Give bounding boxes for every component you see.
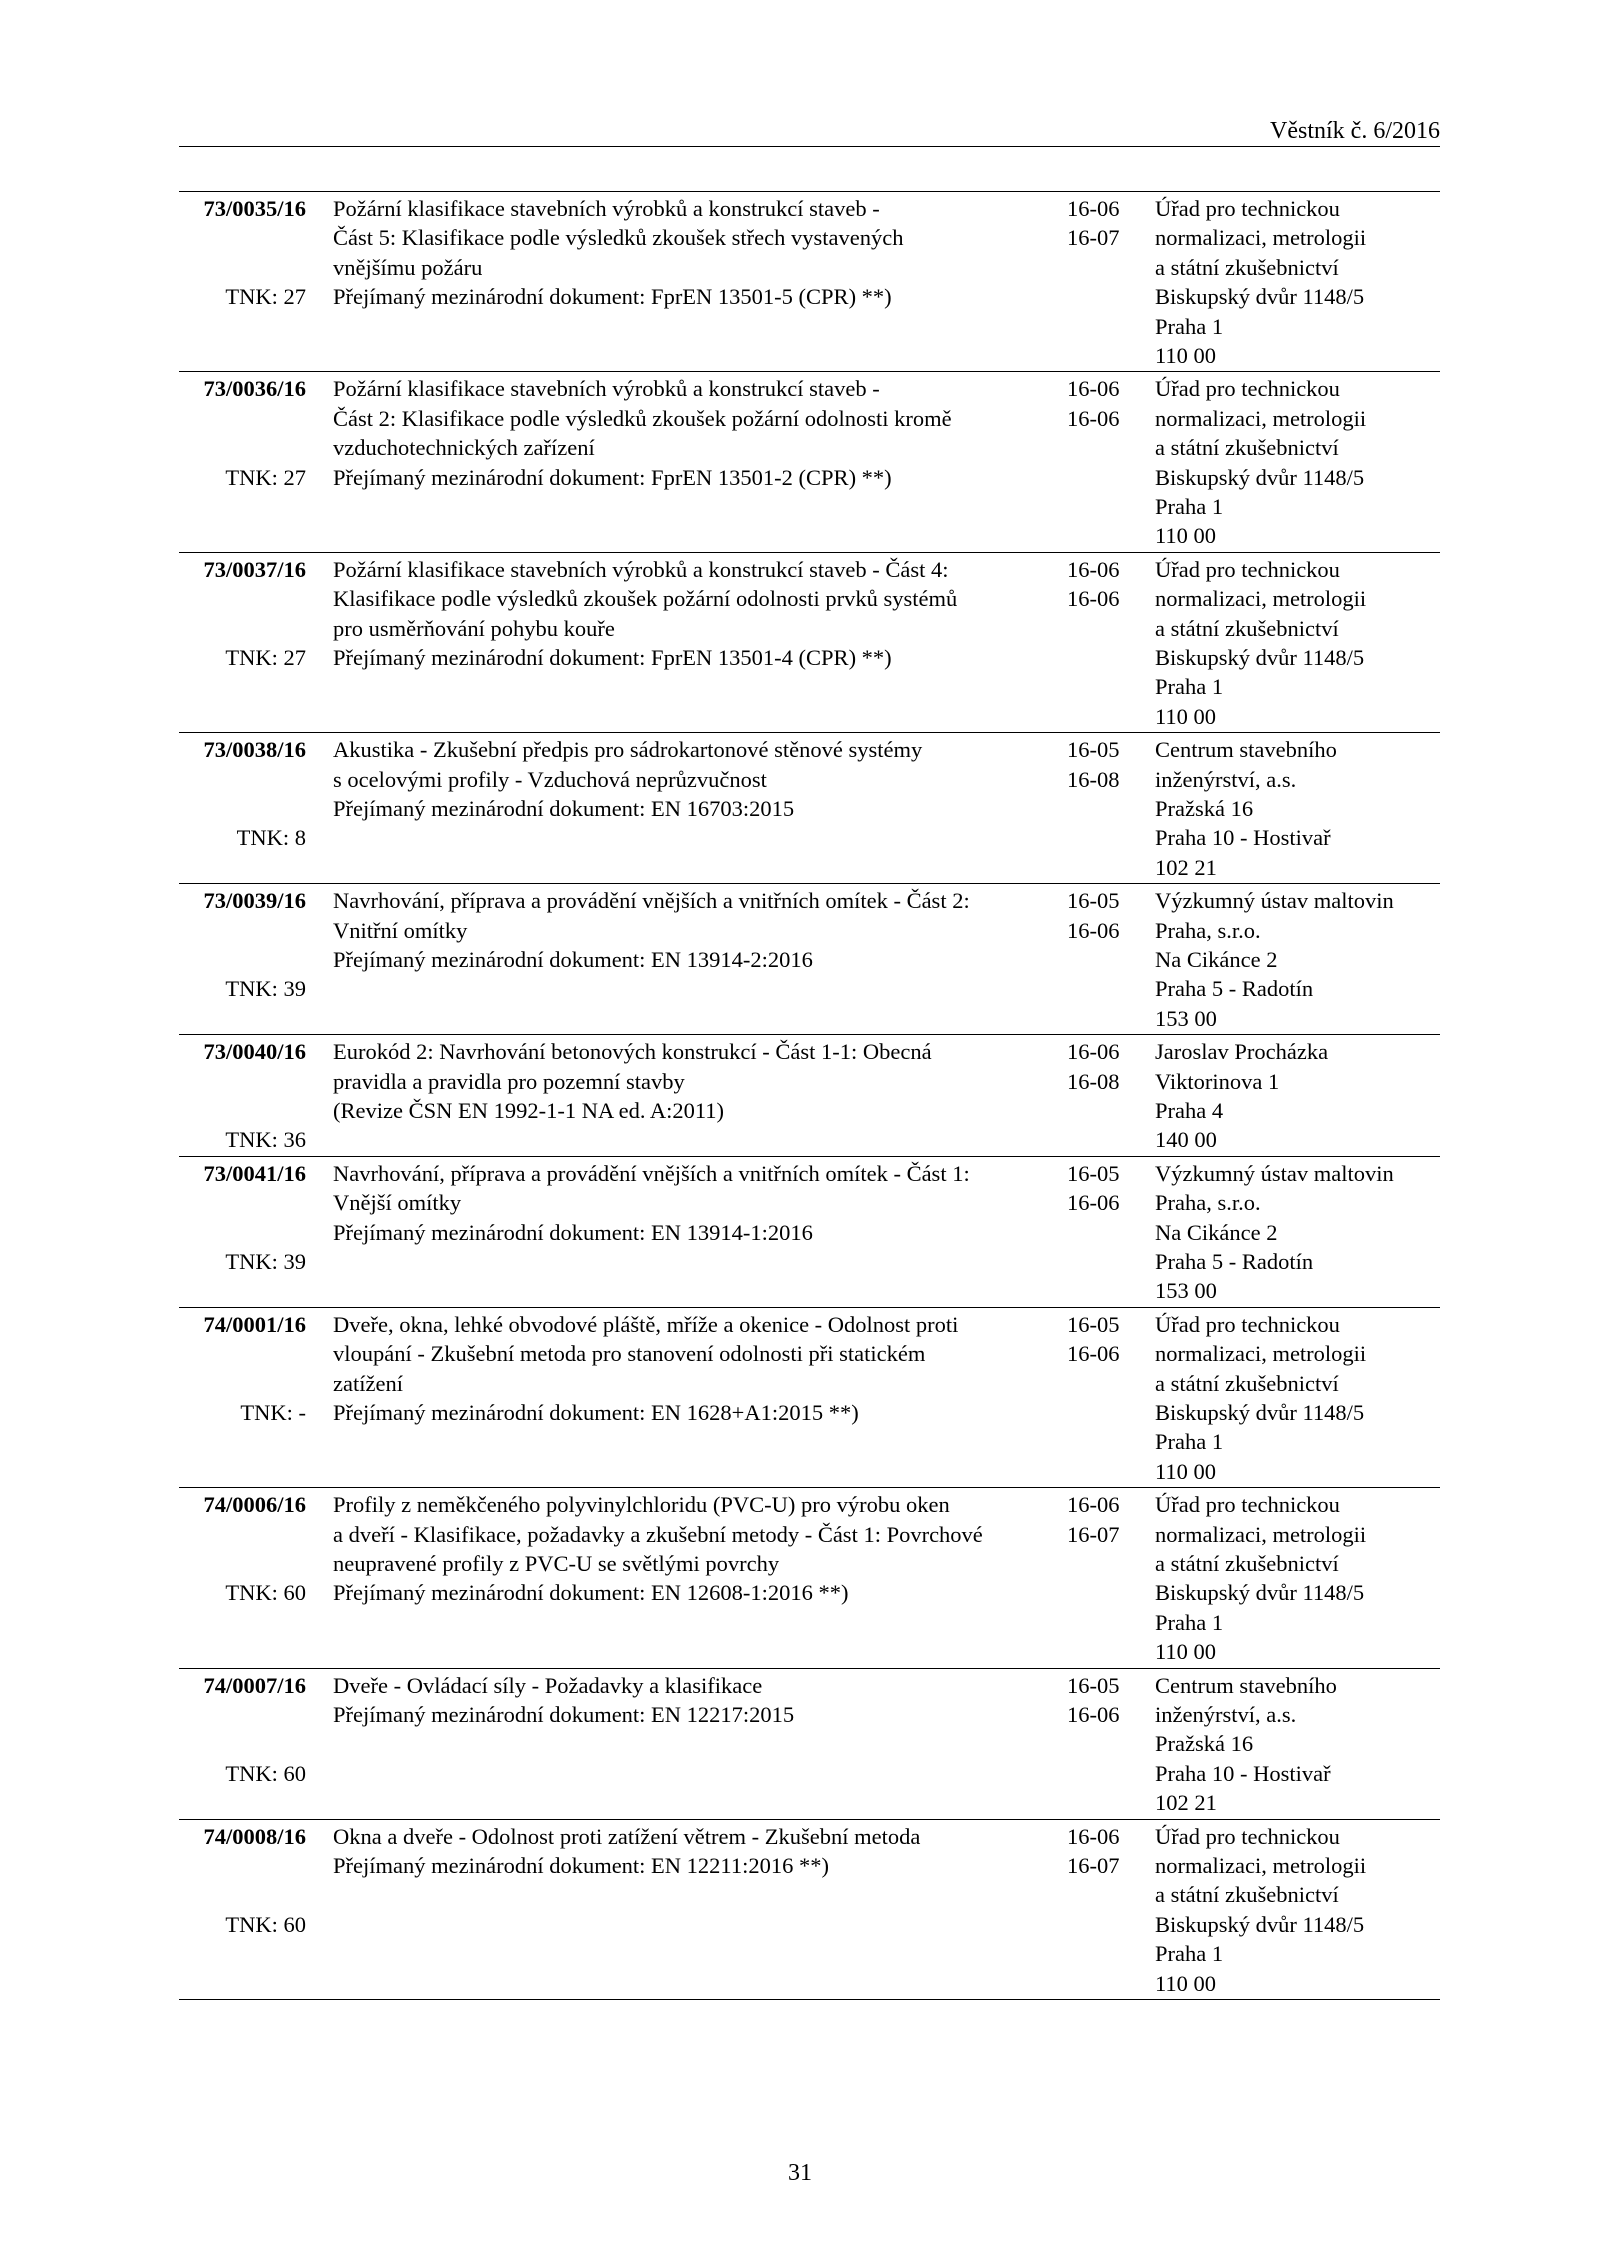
record-description [333,555,1033,673]
description-line: (Revize ČSN EN 1992-1-1 NA ed. A:2011) [333,1097,724,1123]
record-id-column [179,1490,306,1666]
organization-line: Úřad pro technickou [1155,1823,1340,1849]
date-value: 16-06 [1067,586,1120,612]
date-value: 16-06 [1067,917,1120,943]
tnk-label: TNK: 27 [225,284,306,310]
description-line: Přejímaný mezinárodní dokument: EN 13914-1:2016 [333,1219,813,1245]
date-value: 16-06 [1067,1039,1120,1065]
record-dates [1067,1310,1137,1369]
organization-line: Na Cikánce 2 [1155,1219,1278,1245]
record-dates [1067,1490,1137,1549]
date-value: 16-06 [1067,1823,1120,1849]
record-description [333,1490,1033,1608]
record-dates [1067,1159,1137,1218]
record-dates [1067,194,1137,253]
description-line: pravidla a pravidla pro pozemní stavby [333,1068,685,1094]
organization-line: Biskupský dvůr 1148/5 [1155,1580,1365,1606]
description-line: Část 2: Klasifikace podle výsledků zkoušek požární odolnosti kromě [333,405,952,431]
organization-line: Praha, s.r.o. [1155,917,1261,943]
organization-line: Úřad pro technickou [1155,556,1340,582]
record-row [179,884,1440,1035]
description-line: Eurokód 2: Navrhování betonových konstrukcí - Část 1-1: Obecná [333,1039,932,1065]
record-dates [1067,1671,1137,1730]
description-line: Požární klasifikace stavebních výrobků a konstrukcí staveb - [333,376,880,402]
date-value: 16-06 [1067,405,1120,431]
organization-line: Praha 1 [1155,1941,1224,1967]
organization-line: Praha 1 [1155,1429,1224,1455]
page-header [179,108,1440,147]
record-id-column [179,1671,306,1818]
date-value: 16-07 [1067,1852,1120,1878]
organization-line: Biskupský dvůr 1148/5 [1155,464,1365,490]
record-dates [1067,374,1137,433]
description-line: Dveře - Ovládací síly - Požadavky a klasifikace [333,1672,763,1698]
date-value: 16-06 [1067,196,1120,221]
record-dates [1067,886,1137,945]
description-line: Okna a dveře - Odolnost proti zatížení větrem - Zkušební metoda [333,1823,921,1849]
record-number: 73/0038/16 [203,737,306,763]
description-line: Přejímaný mezinárodní dokument: EN 12608-1:2016 **) [333,1580,849,1606]
record-id-column [179,1159,306,1306]
record-id-column [179,1822,306,1998]
date-value: 16-07 [1067,225,1120,251]
organization-line: a státní zkušebnictví [1155,1550,1339,1576]
description-line: Přejímaný mezinárodní dokument: FprEN 13501-5 (CPR) **) [333,284,892,310]
organization-line: Praha 1 [1155,1609,1224,1635]
organization-line: 110 00 [1155,523,1217,549]
organization-line: Praha 1 [1155,313,1224,339]
record-number: 74/0001/16 [203,1311,306,1337]
tnk-label: TNK: - [240,1399,306,1425]
description-line: Požární klasifikace stavebních výrobků a konstrukcí staveb - Část 4: [333,556,949,582]
record-dates [1067,555,1137,614]
date-value: 16-05 [1067,1672,1120,1698]
organization-line: 110 00 [1155,1639,1217,1665]
record-number: 74/0007/16 [203,1672,306,1698]
description-line: Vnitřní omítky [333,917,468,943]
description-line: vzduchotechnických zařízení [333,435,595,461]
organization-line: Praha 1 [1155,494,1224,520]
date-value: 16-08 [1067,1068,1120,1094]
organization-line: 102 21 [1155,854,1217,880]
organization-line: 110 00 [1155,343,1217,369]
record-row [179,192,1440,372]
record-organization [1155,735,1440,882]
organization-line: a státní zkušebnictví [1155,615,1339,641]
organization-line: Jaroslav Procházka [1155,1039,1329,1065]
record-row [179,1669,1440,1820]
organization-line: Centrum stavebního [1155,1672,1337,1698]
description-line: a dveří - Klasifikace, požadavky a zkušební metody - Část 1: Povrchové [333,1521,983,1547]
description-line: Navrhování, příprava a provádění vnějších a vnitřních omítek - Část 2: [333,888,970,914]
record-number: 74/0006/16 [203,1492,306,1518]
organization-line: Praha 10 - Hostivař [1155,1760,1331,1786]
description-line: Přejímaný mezinárodní dokument: EN 16703:2015 [333,795,795,821]
description-line: Část 5: Klasifikace podle výsledků zkoušek střech vystavených [333,225,904,251]
description-line: s ocelovými profily - Vzduchová neprůzvučnost [333,766,767,792]
organization-line: Praha 5 - Radotín [1155,976,1314,1002]
description-line: Klasifikace podle výsledků zkoušek požární odolnosti prvků systémů [333,586,958,612]
record-row [179,1820,1440,2000]
organization-line: Praha 10 - Hostivař [1155,825,1331,851]
organization-line: a státní zkušebnictví [1155,435,1339,461]
date-value: 16-05 [1067,888,1120,914]
record-number: 73/0036/16 [203,376,306,402]
organization-line: normalizaci, metrologii [1155,1341,1367,1367]
organization-line: Biskupský dvůr 1148/5 [1155,1911,1365,1937]
description-line: pro usměrňování pohybu kouře [333,615,615,641]
organization-line: 140 00 [1155,1127,1217,1153]
tnk-label: TNK: 27 [225,644,306,670]
record-id-column [179,1310,306,1486]
record-description [333,1671,1033,1730]
organization-line: normalizaci, metrologii [1155,225,1367,251]
record-row [179,553,1440,733]
organization-line: normalizaci, metrologii [1155,586,1367,612]
organization-line: inženýrství, a.s. [1155,1701,1297,1727]
organization-line: Úřad pro technickou [1155,1311,1340,1337]
description-line: Přejímaný mezinárodní dokument: EN 1628+A1:2015 **) [333,1399,859,1425]
description-line: Přejímaný mezinárodní dokument: EN 12211:2016 **) [333,1852,829,1878]
description-line: Přejímaný mezinárodní dokument: EN 13914-2:2016 [333,946,813,972]
organization-line: Praha 5 - Radotín [1155,1248,1314,1274]
description-line: Přejímaný mezinárodní dokument: EN 12217:2015 [333,1701,795,1727]
organization-line: Centrum stavebního [1155,737,1337,763]
organization-line: Úřad pro technickou [1155,376,1340,402]
organization-line: 110 00 [1155,1970,1217,1996]
description-line: vloupání - Zkušební metoda pro stanovení odolnosti při statickém [333,1341,926,1367]
organization-line: Biskupský dvůr 1148/5 [1155,1399,1365,1425]
record-dates [1067,1037,1137,1096]
record-row [179,1308,1440,1488]
date-value: 16-07 [1067,1521,1120,1547]
date-value: 16-06 [1067,376,1120,402]
record-description [333,194,1033,312]
tnk-label: TNK: 60 [225,1911,306,1937]
record-id-column [179,555,306,731]
organization-line: Praha 1 [1155,674,1224,700]
record-number: 73/0039/16 [203,888,306,914]
organization-line: normalizaci, metrologii [1155,405,1367,431]
organization-line: Biskupský dvůr 1148/5 [1155,645,1365,670]
record-row [179,1488,1440,1668]
organization-line: normalizaci, metrologii [1155,1521,1367,1547]
description-line: Přejímaný mezinárodní dokument: FprEN 13501-2 (CPR) **) [333,464,892,490]
organization-line: Úřad pro technickou [1155,196,1340,221]
date-value: 16-05 [1067,737,1120,763]
organization-line: inženýrství, a.s. [1155,766,1297,792]
description-line: Navrhování, příprava a provádění vnějších a vnitřních omítek - Část 1: [333,1160,970,1186]
record-number: 73/0041/16 [203,1160,306,1186]
organization-line: Praha, s.r.o. [1155,1190,1261,1216]
record-number: 74/0008/16 [203,1823,306,1849]
organization-line: Výzkumný ústav maltovin [1155,1160,1394,1186]
description-line: neupravené profily z PVC-U se světlými povrchy [333,1550,780,1576]
date-value: 16-06 [1067,556,1120,582]
record-description [333,1822,1033,1881]
date-value: 16-05 [1067,1160,1120,1186]
journal-title: Věstník č. 6/2016 [1270,118,1440,144]
record-number: 73/0040/16 [203,1039,306,1065]
record-organization [1155,886,1440,1033]
organization-line: a státní zkušebnictví [1155,1882,1339,1908]
tnk-label: TNK: 39 [225,1248,306,1274]
record-description [333,886,1033,974]
record-dates [1067,735,1137,794]
description-line: vnějšímu požáru [333,254,483,280]
organization-line: Výzkumný ústav maltovin [1155,888,1394,914]
description-line: Požární klasifikace stavebních výrobků a konstrukcí staveb - [333,196,880,221]
date-value: 16-08 [1067,766,1120,792]
record-id-column [179,886,306,1033]
description-line: Dveře, okna, lehké obvodové pláště, mříže a okenice - Odolnost proti [333,1311,959,1337]
description-line: Vnější omítky [333,1190,462,1216]
tnk-label: TNK: 36 [225,1127,306,1153]
record-row [179,1157,1440,1308]
record-number: 73/0037/16 [203,556,306,582]
tnk-label: TNK: 39 [225,976,306,1002]
record-organization [1155,1310,1440,1486]
page-number: 31 [788,2160,812,2186]
record-id-column [179,1037,306,1155]
tnk-label: TNK: 60 [225,1760,306,1786]
record-id-column [179,194,306,370]
record-id-column [179,374,306,550]
record-organization [1155,194,1440,370]
description-line: Akustika - Zkušební předpis pro sádrokartonové stěnové systémy [333,737,923,763]
record-organization [1155,1159,1440,1306]
record-description [333,1310,1033,1428]
organization-line: 110 00 [1155,1458,1217,1484]
tnk-label: TNK: 60 [225,1580,306,1606]
record-description [333,1159,1033,1247]
date-value: 16-06 [1067,1492,1120,1518]
organization-line: Pražská 16 [1155,1731,1254,1757]
record-organization [1155,1490,1440,1666]
description-line: Profily z neměkčeného polyvinylchloridu (PVC-U) pro výrobu oken [333,1492,950,1518]
record-number: 73/0035/16 [203,196,306,221]
record-description [333,374,1033,492]
description-line: zatížení [333,1370,403,1396]
record-organization [1155,374,1440,550]
record-description [333,1037,1033,1125]
date-value: 16-06 [1067,1341,1120,1367]
record-organization [1155,1671,1440,1818]
organization-line: a státní zkušebnictví [1155,1370,1339,1396]
organization-line: Viktorinova 1 [1155,1068,1280,1094]
record-id-column [179,735,306,882]
record-description [333,735,1033,823]
tnk-label: TNK: 27 [225,464,306,490]
organization-line: normalizaci, metrologii [1155,1852,1367,1878]
organization-line: Pražská 16 [1155,795,1254,821]
record-row [179,733,1440,884]
record-organization [1155,1822,1440,1998]
date-value: 16-06 [1067,1190,1120,1216]
organization-line: 153 00 [1155,1005,1217,1031]
organization-line: 153 00 [1155,1278,1217,1304]
organization-line: Praha 4 [1155,1097,1224,1123]
record-organization [1155,555,1440,731]
record-row [179,372,1440,552]
date-value: 16-05 [1067,1311,1120,1337]
date-value: 16-06 [1067,1701,1120,1727]
record-organization [1155,1037,1440,1155]
organization-line: a státní zkušebnictví [1155,254,1339,280]
organization-line: Úřad pro technickou [1155,1492,1340,1518]
organization-line: 102 21 [1155,1790,1217,1816]
organization-line: Biskupský dvůr 1148/5 [1155,284,1365,310]
tnk-label: TNK: 8 [236,825,306,851]
description-line: Přejímaný mezinárodní dokument: FprEN 13501-4 (CPR) **) [333,645,892,670]
records-table [179,191,1440,2000]
organization-line: Na Cikánce 2 [1155,946,1278,972]
record-dates [1067,1822,1137,1881]
organization-line: 110 00 [1155,703,1217,729]
record-row [179,1035,1440,1157]
